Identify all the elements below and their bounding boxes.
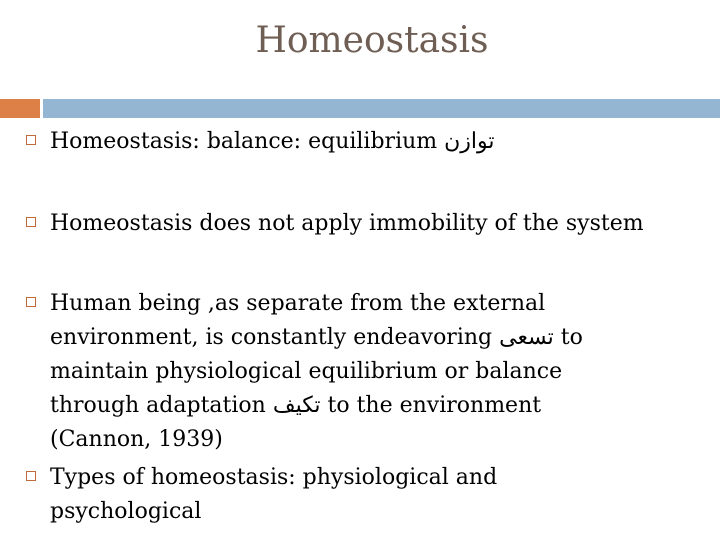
bullet-text: Human being ,as separate from the external environment, is constantly endeavoring تسعى to maintain physiological equilibrium or balance through adaptation تكيف to the environment (Cannon, 1939): [50, 291, 583, 452]
bullet-text: Homeostasis: balance: equilibrium توازن: [50, 129, 495, 154]
bullet-text: Homeostasis does not apply immobility of the system: [50, 211, 644, 236]
square-bullet-icon: [26, 217, 36, 227]
square-bullet-icon: [26, 297, 36, 307]
slide-title: Homeostasis: [255, 20, 489, 61]
bullet-text: Types of homeostasis: physiological and psychological: [50, 465, 498, 524]
square-bullet-icon: [26, 471, 36, 481]
square-bullet-icon: [26, 135, 36, 145]
